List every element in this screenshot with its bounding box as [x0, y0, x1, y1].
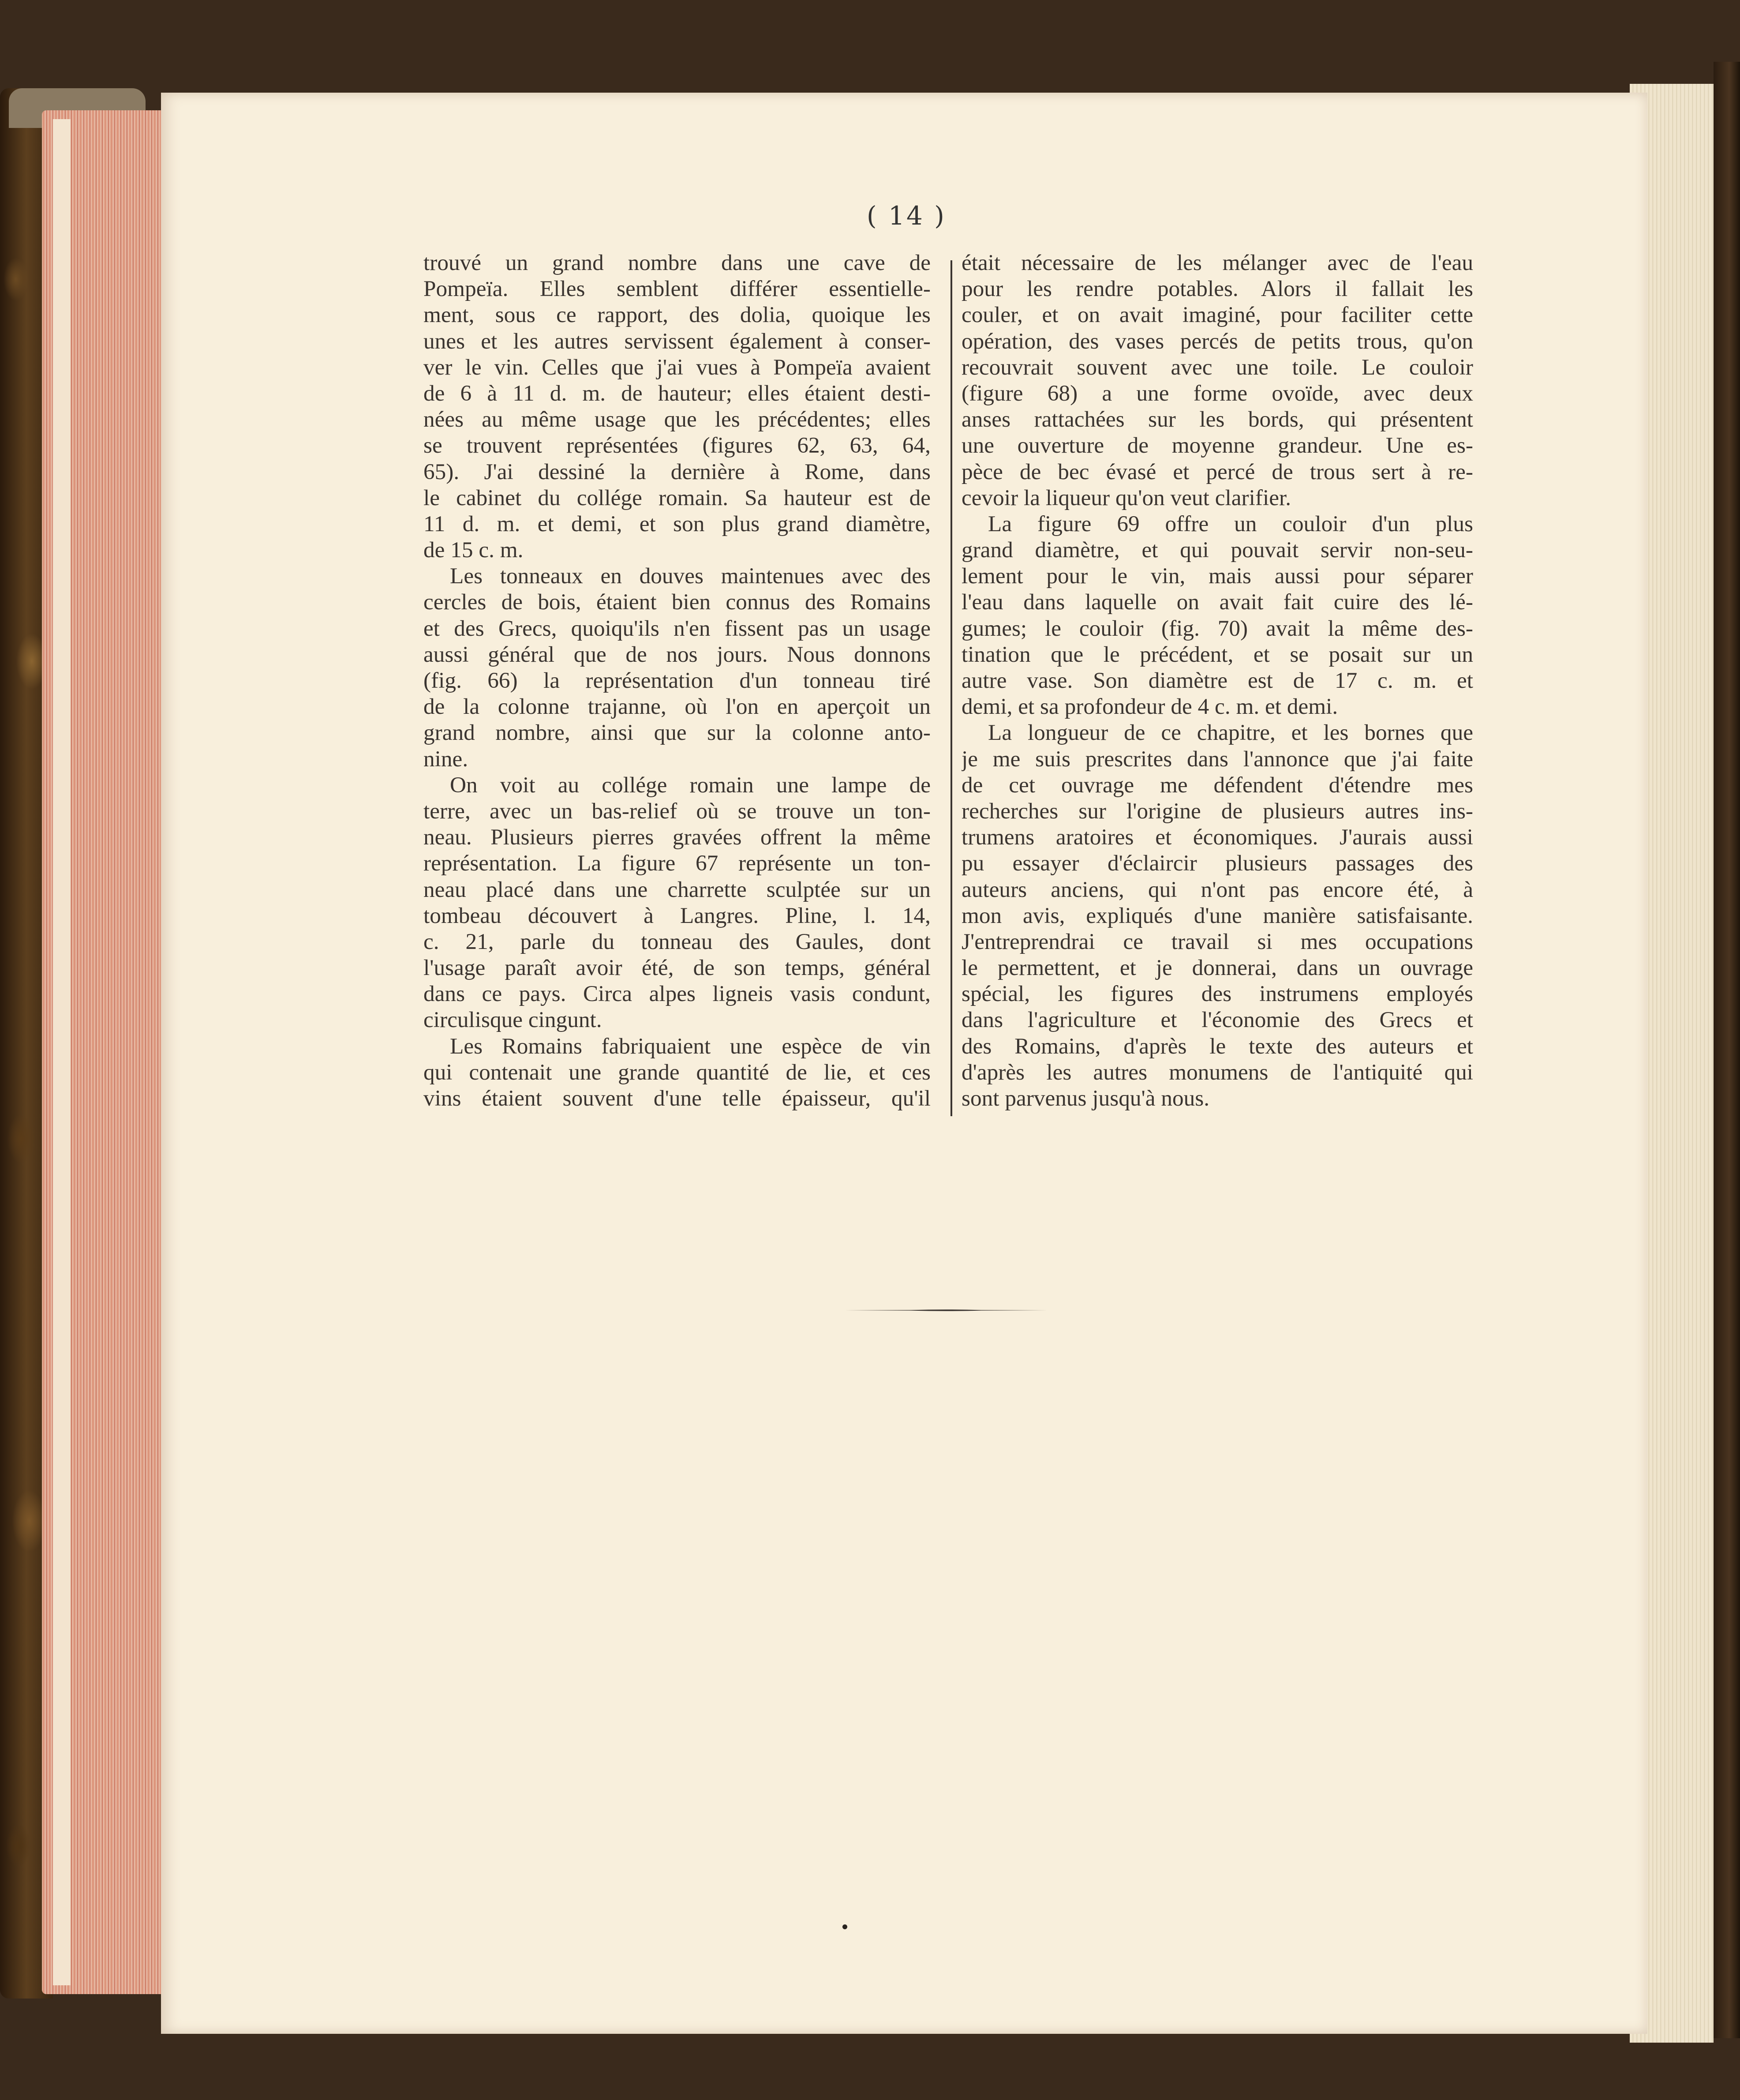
- text-line: de 15 c. m.: [423, 537, 524, 563]
- text-line: le cabinet du collége romain. Sa hauteur est de: [423, 485, 931, 510]
- text-line: mon avis, expliqués d'une manière satisfaisante.: [962, 903, 1473, 928]
- text-line: grand diamètre, et qui pouvait servir non-seu-: [962, 537, 1473, 563]
- text-line: d'après les autres monumens de l'antiquité qui: [962, 1059, 1473, 1085]
- text-line: lement pour le vin, mais aussi pour séparer: [962, 563, 1473, 589]
- text-line: qui contenait une grande quantité de lie, et ces: [423, 1059, 931, 1085]
- column-divider: [950, 260, 952, 1116]
- text-line: cercles de bois, étaient bien connus des Romains: [423, 589, 931, 615]
- text-line: unes et les autres servissent également à conser-: [423, 328, 931, 354]
- text-line: (fig. 66) la représentation d'un tonneau tiré: [423, 668, 931, 693]
- text-line: Les tonneaux en douves maintenues avec des: [450, 563, 931, 589]
- text-line: gumes; le couloir (fig. 70) avait la même des-: [962, 615, 1473, 641]
- text-line: nine.: [423, 746, 468, 772]
- text-line: était nécessaire de les mélanger avec de l'eau: [962, 250, 1473, 275]
- text-line: dans ce pays. Circa alpes ligneis vasis condunt,: [423, 981, 931, 1007]
- text-line: tination que le précédent, et se posait sur un: [962, 641, 1473, 667]
- text-line: cevoir la liqueur qu'on veut clarifier.: [962, 485, 1291, 510]
- text-line: dans l'agriculture et l'économie des Grecs et: [962, 1007, 1473, 1033]
- page-number: ( 14 ): [867, 201, 946, 231]
- text-line: ment, sous ce rapport, des dolia, quoique les: [423, 302, 931, 328]
- chapter-end-rule: [845, 1309, 1048, 1312]
- text-line: J'entreprendrai ce travail si mes occupations: [962, 929, 1473, 954]
- text-line: couler, et on avait imaginé, pour faciliter cette: [962, 302, 1473, 328]
- text-line: nées au même usage que les précédentes; elles: [423, 407, 931, 432]
- cover-right: [1714, 62, 1740, 2038]
- text-line: trumens aratoires et économiques. J'aurais aussi: [962, 825, 1473, 850]
- text-line: et des Grecs, quoiqu'ils n'en fissent pas un usage: [423, 615, 931, 641]
- text-line: le permettent, et je donnerai, dans un ouvrage: [962, 955, 1473, 981]
- text-line: terre, avec un bas-relief où se trouve un ton-: [423, 798, 931, 824]
- text-line: 11 d. m. et demi, et son plus grand diamètre,: [423, 511, 931, 536]
- text-line: l'usage paraît avoir été, de son temps, général: [423, 955, 931, 981]
- text-line: auteurs anciens, qui n'ont pas encore été, à: [962, 877, 1473, 902]
- text-line: pour les rendre potables. Alors il fallait les: [962, 276, 1473, 302]
- text-line: vins étaient souvent d'une telle épaisseur, qu'il: [423, 1086, 931, 1111]
- text-line: l'eau dans laquelle on avait fait cuire des lé-: [962, 589, 1473, 615]
- text-line: sont parvenus jusqu'à nous.: [962, 1086, 1210, 1111]
- text-line: ver le vin. Celles que j'ai vues à Pompeïa avaient: [423, 354, 931, 380]
- text-line: 65). J'ai dessiné la dernière à Rome, dans: [423, 459, 931, 484]
- text-line: pèce de bec évasé et percé de trous sert à re-: [962, 459, 1473, 484]
- text-line: une ouverture de moyenne grandeur. Une es-: [962, 433, 1473, 458]
- text-line: des Romains, d'après le texte des auteurs et: [962, 1033, 1473, 1059]
- text-line: de la colonne trajanne, où l'on en aperçoit un: [423, 694, 931, 720]
- text-line: trouvé un grand nombre dans une cave de: [423, 250, 931, 275]
- text-line: recherches sur l'origine de plusieurs autres ins-: [962, 798, 1473, 824]
- text-line: se trouvent représentées (figures 62, 63, 64,: [423, 433, 931, 458]
- text-line: aussi général que de nos jours. Nous donnons: [423, 641, 931, 667]
- text-line: opération, des vases percés de petits trous, qu'on: [962, 328, 1473, 354]
- text-line: grand nombre, ainsi que sur la colonne anto-: [423, 720, 931, 746]
- text-line: pu essayer d'éclaircir plusieurs passages des: [962, 851, 1473, 876]
- text-line: La longueur de ce chapitre, et les bornes que: [988, 720, 1473, 746]
- page-edge-lip: [53, 119, 71, 1985]
- text-line: demi, et sa profondeur de 4 c. m. et demi.: [962, 694, 1338, 720]
- text-line: Les Romains fabriquaient une espèce de vin: [450, 1033, 931, 1059]
- ink-speck: [842, 1924, 847, 1929]
- text-line: je me suis prescrites dans l'annonce que j'ai faite: [962, 746, 1473, 772]
- text-line: de cet ouvrage me défendent d'étendre mes: [962, 772, 1473, 798]
- text-line: On voit au collége romain une lampe de: [450, 772, 931, 798]
- text-line: circulisque cingunt.: [423, 1007, 602, 1033]
- text-line: spécial, les figures des instrumens employés: [962, 981, 1473, 1007]
- text-line: représentation. La figure 67 représente un ton-: [423, 851, 931, 876]
- text-line: La figure 69 offre un couloir d'un plus: [988, 511, 1473, 536]
- text-line: de 6 à 11 d. m. de hauteur; elles étaient desti-: [423, 380, 931, 406]
- left-text-column: [423, 250, 931, 1111]
- text-line: tombeau découvert à Langres. Pline, l. 14,: [423, 903, 931, 928]
- text-line: (figure 68) a une forme ovoïde, avec deux: [962, 380, 1473, 406]
- text-line: c. 21, parle du tonneau des Gaules, dont: [423, 929, 931, 954]
- text-line: neau. Plusieurs pierres gravées offrent la même: [423, 825, 931, 850]
- text-line: neau placé dans une charrette sculptée sur un: [423, 877, 931, 902]
- text-line: recouvrait souvent avec une toile. Le couloir: [962, 354, 1473, 380]
- text-line: anses rattachées sur les bords, qui présentent: [962, 407, 1473, 432]
- text-line: Pompeïa. Elles semblent différer essentielle-: [423, 276, 931, 302]
- right-text-column: [962, 250, 1473, 1111]
- text-line: autre vase. Son diamètre est de 17 c. m. et: [962, 668, 1473, 693]
